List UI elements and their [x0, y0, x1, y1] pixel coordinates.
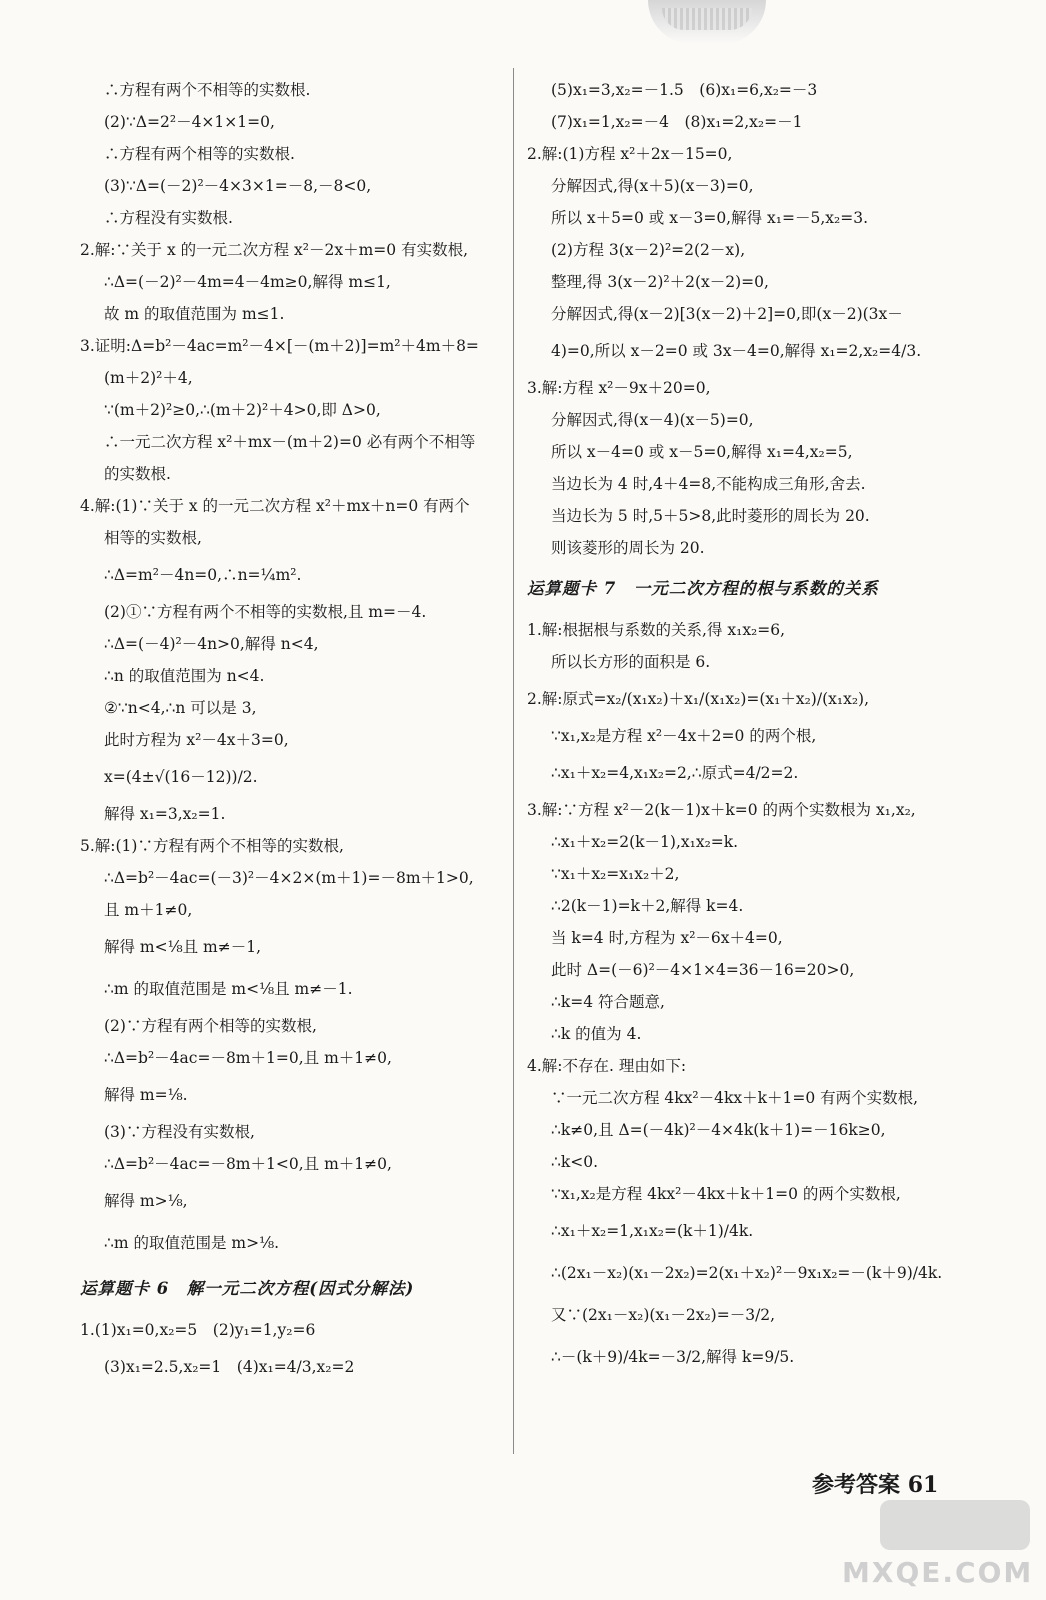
- answer-line: 的实数根.: [104, 465, 171, 483]
- answer-line: 相等的实数根,: [104, 529, 202, 547]
- answer-line: 则该菱形的周长为 20.: [551, 539, 705, 557]
- answer-line: ∴k 的值为 4.: [551, 1025, 642, 1043]
- answer-line: 4.解:不存在. 理由如下:: [527, 1057, 687, 1075]
- answer-line: 此时方程为 x²－4x＋3=0,: [104, 731, 289, 749]
- answer-line: 解得 x₁=3,x₂=1.: [104, 805, 226, 823]
- answer-line: ∴Δ=b²－4ac=(－3)²－4×2×(m＋1)=－8m＋1>0,: [104, 869, 474, 887]
- answer-line: (2)①∵方程有两个不相等的实数根,且 m=－4.: [104, 603, 427, 621]
- section-6-answers: [80, 1314, 512, 1388]
- answer-line: ∴k=4 符合题意,: [551, 993, 665, 1011]
- left-column: [80, 74, 512, 1388]
- footer-label: 参考答案: [812, 1472, 901, 1498]
- watermark-logo: [880, 1500, 1030, 1550]
- answer-line: ∴一元二次方程 x²＋mx－(m＋2)=0 必有两个不相等: [104, 433, 476, 451]
- column-divider: [513, 68, 514, 1454]
- answer-line: 此时 Δ=(－6)²－4×1×4=36－16=20>0,: [551, 961, 855, 979]
- answer-line: 分解因式,得(x－2)[3(x－2)＋2]=0,即(x－2)(3x－: [551, 305, 903, 323]
- header-decoration: [648, 0, 766, 44]
- answer-line: ∴方程有两个不相等的实数根.: [104, 81, 311, 99]
- answer-line: (3)∵方程没有实数根,: [104, 1123, 255, 1141]
- answer-line: 1.(1)x₁=0,x₂=5 (2)y₁=1,y₂=6: [80, 1321, 316, 1339]
- answer-line: 当边长为 4 时,4＋4=8,不能构成三角形,舍去.: [551, 475, 866, 493]
- answer-line: 所以 x＋5=0 或 x－3=0,解得 x₁=－5,x₂=3.: [551, 209, 869, 227]
- answer-line: 分解因式,得(x＋5)(x－3)=0,: [551, 177, 754, 195]
- answer-line: ∵(m＋2)²≥0,∴(m＋2)²＋4>0,即 Δ>0,: [104, 401, 381, 419]
- answer-line: 5.解:(1)∵方程有两个不相等的实数根,: [80, 837, 344, 855]
- answer-line: 又∵(2x₁－x₂)(x₁－2x₂)=－3/2,: [551, 1306, 776, 1324]
- answer-line: ∴x₁＋x₂=1,x₁x₂=(k＋1)/4k.: [551, 1222, 754, 1240]
- answer-line: ∴2(k－1)=k＋2,解得 k=4.: [551, 897, 744, 915]
- answer-line: (5)x₁=3,x₂=－1.5 (6)x₁=6,x₂=－3: [551, 81, 818, 99]
- answer-line: 故 m 的取值范围为 m≤1.: [104, 305, 285, 323]
- answer-line: (m＋2)²＋4,: [104, 369, 193, 387]
- section-heading-7: 运算题卡 7 一元二次方程的根与系数的关系: [527, 579, 879, 598]
- answer-line: ∴Δ=(－2)²－4m=4－4m≥0,解得 m≤1,: [104, 273, 391, 291]
- answer-line: ∵x₁,x₂是方程 4kx²－4kx＋k＋1=0 的两个实数根,: [551, 1185, 901, 1203]
- right-column: [527, 74, 975, 1378]
- answer-line: ∴方程没有实数根.: [104, 209, 233, 227]
- answer-line: (3)∵Δ=(－2)²－4×3×1=－8,－8<0,: [104, 177, 372, 195]
- answer-line: ∴Δ=b²－4ac=－8m＋1=0,且 m＋1≠0,: [104, 1049, 392, 1067]
- answer-line: ∵x₁,x₂是方程 x²－4x＋2=0 的两个根,: [551, 727, 817, 745]
- answer-line: 所以长方形的面积是 6.: [551, 653, 711, 671]
- answer-line: 4.解:(1)∵关于 x 的一元二次方程 x²＋mx＋n=0 有两个: [80, 497, 470, 515]
- header-decoration-pattern: [662, 8, 752, 30]
- answer-line: ∴n 的取值范围为 n<4.: [104, 667, 265, 685]
- answer-line: 整理,得 3(x－2)²＋2(x－2)=0,: [551, 273, 769, 291]
- answer-line: ∵一元二次方程 4kx²－4kx＋k＋1=0 有两个实数根,: [551, 1089, 919, 1107]
- answer-line: ∵x₁＋x₂=x₁x₂＋2,: [551, 865, 680, 883]
- answer-line: 所以 x－4=0 或 x－5=0,解得 x₁=4,x₂=5,: [551, 443, 853, 461]
- section-heading-6: 运算题卡 6 解一元二次方程(因式分解法): [80, 1279, 415, 1298]
- answer-line: 4)=0,所以 x－2=0 或 3x－4=0,解得 x₁=2,x₂=4/3.: [551, 342, 922, 360]
- answer-line: ∴－(k＋9)/4k=－3/2,解得 k=9/5.: [551, 1348, 795, 1366]
- answer-line: ∴k≠0,且 Δ=(－4k)²－4×4k(k＋1)=－16k≥0,: [551, 1121, 886, 1139]
- answer-line: 3.证明:Δ=b²－4ac=m²－4×[－(m＋2)]=m²＋4m＋8=: [80, 337, 479, 355]
- answer-line: 1.解:根据根与系数的关系,得 x₁x₂=6,: [527, 621, 786, 639]
- answer-line: 解得 m=⅛.: [104, 1086, 188, 1104]
- answer-line: 3.解:方程 x²－9x＋20=0,: [527, 379, 711, 397]
- answer-line: ∴方程有两个相等的实数根.: [104, 145, 295, 163]
- answer-line: x=(4±√(16－12))/2.: [104, 768, 258, 786]
- answer-line: (2)∵方程有两个相等的实数根,: [104, 1017, 317, 1035]
- left-answers: [80, 74, 512, 1264]
- answer-line: 2.解:∵关于 x 的一元二次方程 x²－2x＋m=0 有实数根,: [80, 241, 468, 259]
- answer-line: ∴m 的取值范围是 m<⅛且 m≠－1.: [104, 980, 353, 998]
- answer-line: (7)x₁=1,x₂=－4 (8)x₁=2,x₂=－1: [551, 113, 803, 131]
- answer-line: ∴Δ=b²－4ac=－8m＋1<0,且 m＋1≠0,: [104, 1155, 392, 1173]
- section-7-answers: [527, 614, 975, 1378]
- watermark-text: MXQE.COM: [842, 1556, 1034, 1589]
- answer-line: ∴k<0.: [551, 1153, 599, 1171]
- answer-line: 2.解:(1)方程 x²＋2x－15=0,: [527, 145, 733, 163]
- answer-line: ②∵n<4,∴n 可以是 3,: [104, 699, 257, 717]
- answer-line: 当边长为 5 时,5＋5>8,此时菱形的周长为 20.: [551, 507, 870, 525]
- answer-line: ∴(2x₁－x₂)(x₁－2x₂)=2(x₁＋x₂)²－9x₁x₂=－(k＋9)/4k.: [551, 1264, 943, 1282]
- watermark: [842, 1500, 1038, 1592]
- answer-line: (2)方程 3(x－2)²=2(2－x),: [551, 241, 746, 259]
- answer-line: ∴Δ=m²－4n=0,∴n=¼m².: [104, 566, 302, 584]
- answer-line: 解得 m>⅛,: [104, 1192, 188, 1210]
- answer-line: ∴m 的取值范围是 m>⅛.: [104, 1234, 280, 1252]
- answer-line: ∴x₁＋x₂=4,x₁x₂=2,∴原式=4/2=2.: [551, 764, 799, 782]
- answer-line: 分解因式,得(x－4)(x－5)=0,: [551, 411, 754, 429]
- answer-line: 2.解:原式=x₂/(x₁x₂)＋x₁/(x₁x₂)=(x₁＋x₂)/(x₁x₂),: [527, 690, 870, 708]
- answer-line: (2)∵Δ=2²－4×1×1=0,: [104, 113, 275, 131]
- page-footer: [812, 1465, 1012, 1505]
- answer-line: (3)x₁=2.5,x₂=1 (4)x₁=4/3,x₂=2: [104, 1358, 355, 1376]
- answer-line: 3.解:∵方程 x²－2(k－1)x＋k=0 的两个实数根为 x₁,x₂,: [527, 801, 916, 819]
- page-number: 61: [907, 1472, 939, 1498]
- right-answers: [527, 74, 975, 564]
- answer-line: 且 m＋1≠0,: [104, 901, 193, 919]
- answer-line: 当 k=4 时,方程为 x²－6x＋4=0,: [551, 929, 783, 947]
- answer-line: ∴x₁＋x₂=2(k－1),x₁x₂=k.: [551, 833, 739, 851]
- answer-line: 解得 m<⅛且 m≠－1,: [104, 938, 262, 956]
- answer-line: ∴Δ=(－4)²－4n>0,解得 n<4,: [104, 635, 319, 653]
